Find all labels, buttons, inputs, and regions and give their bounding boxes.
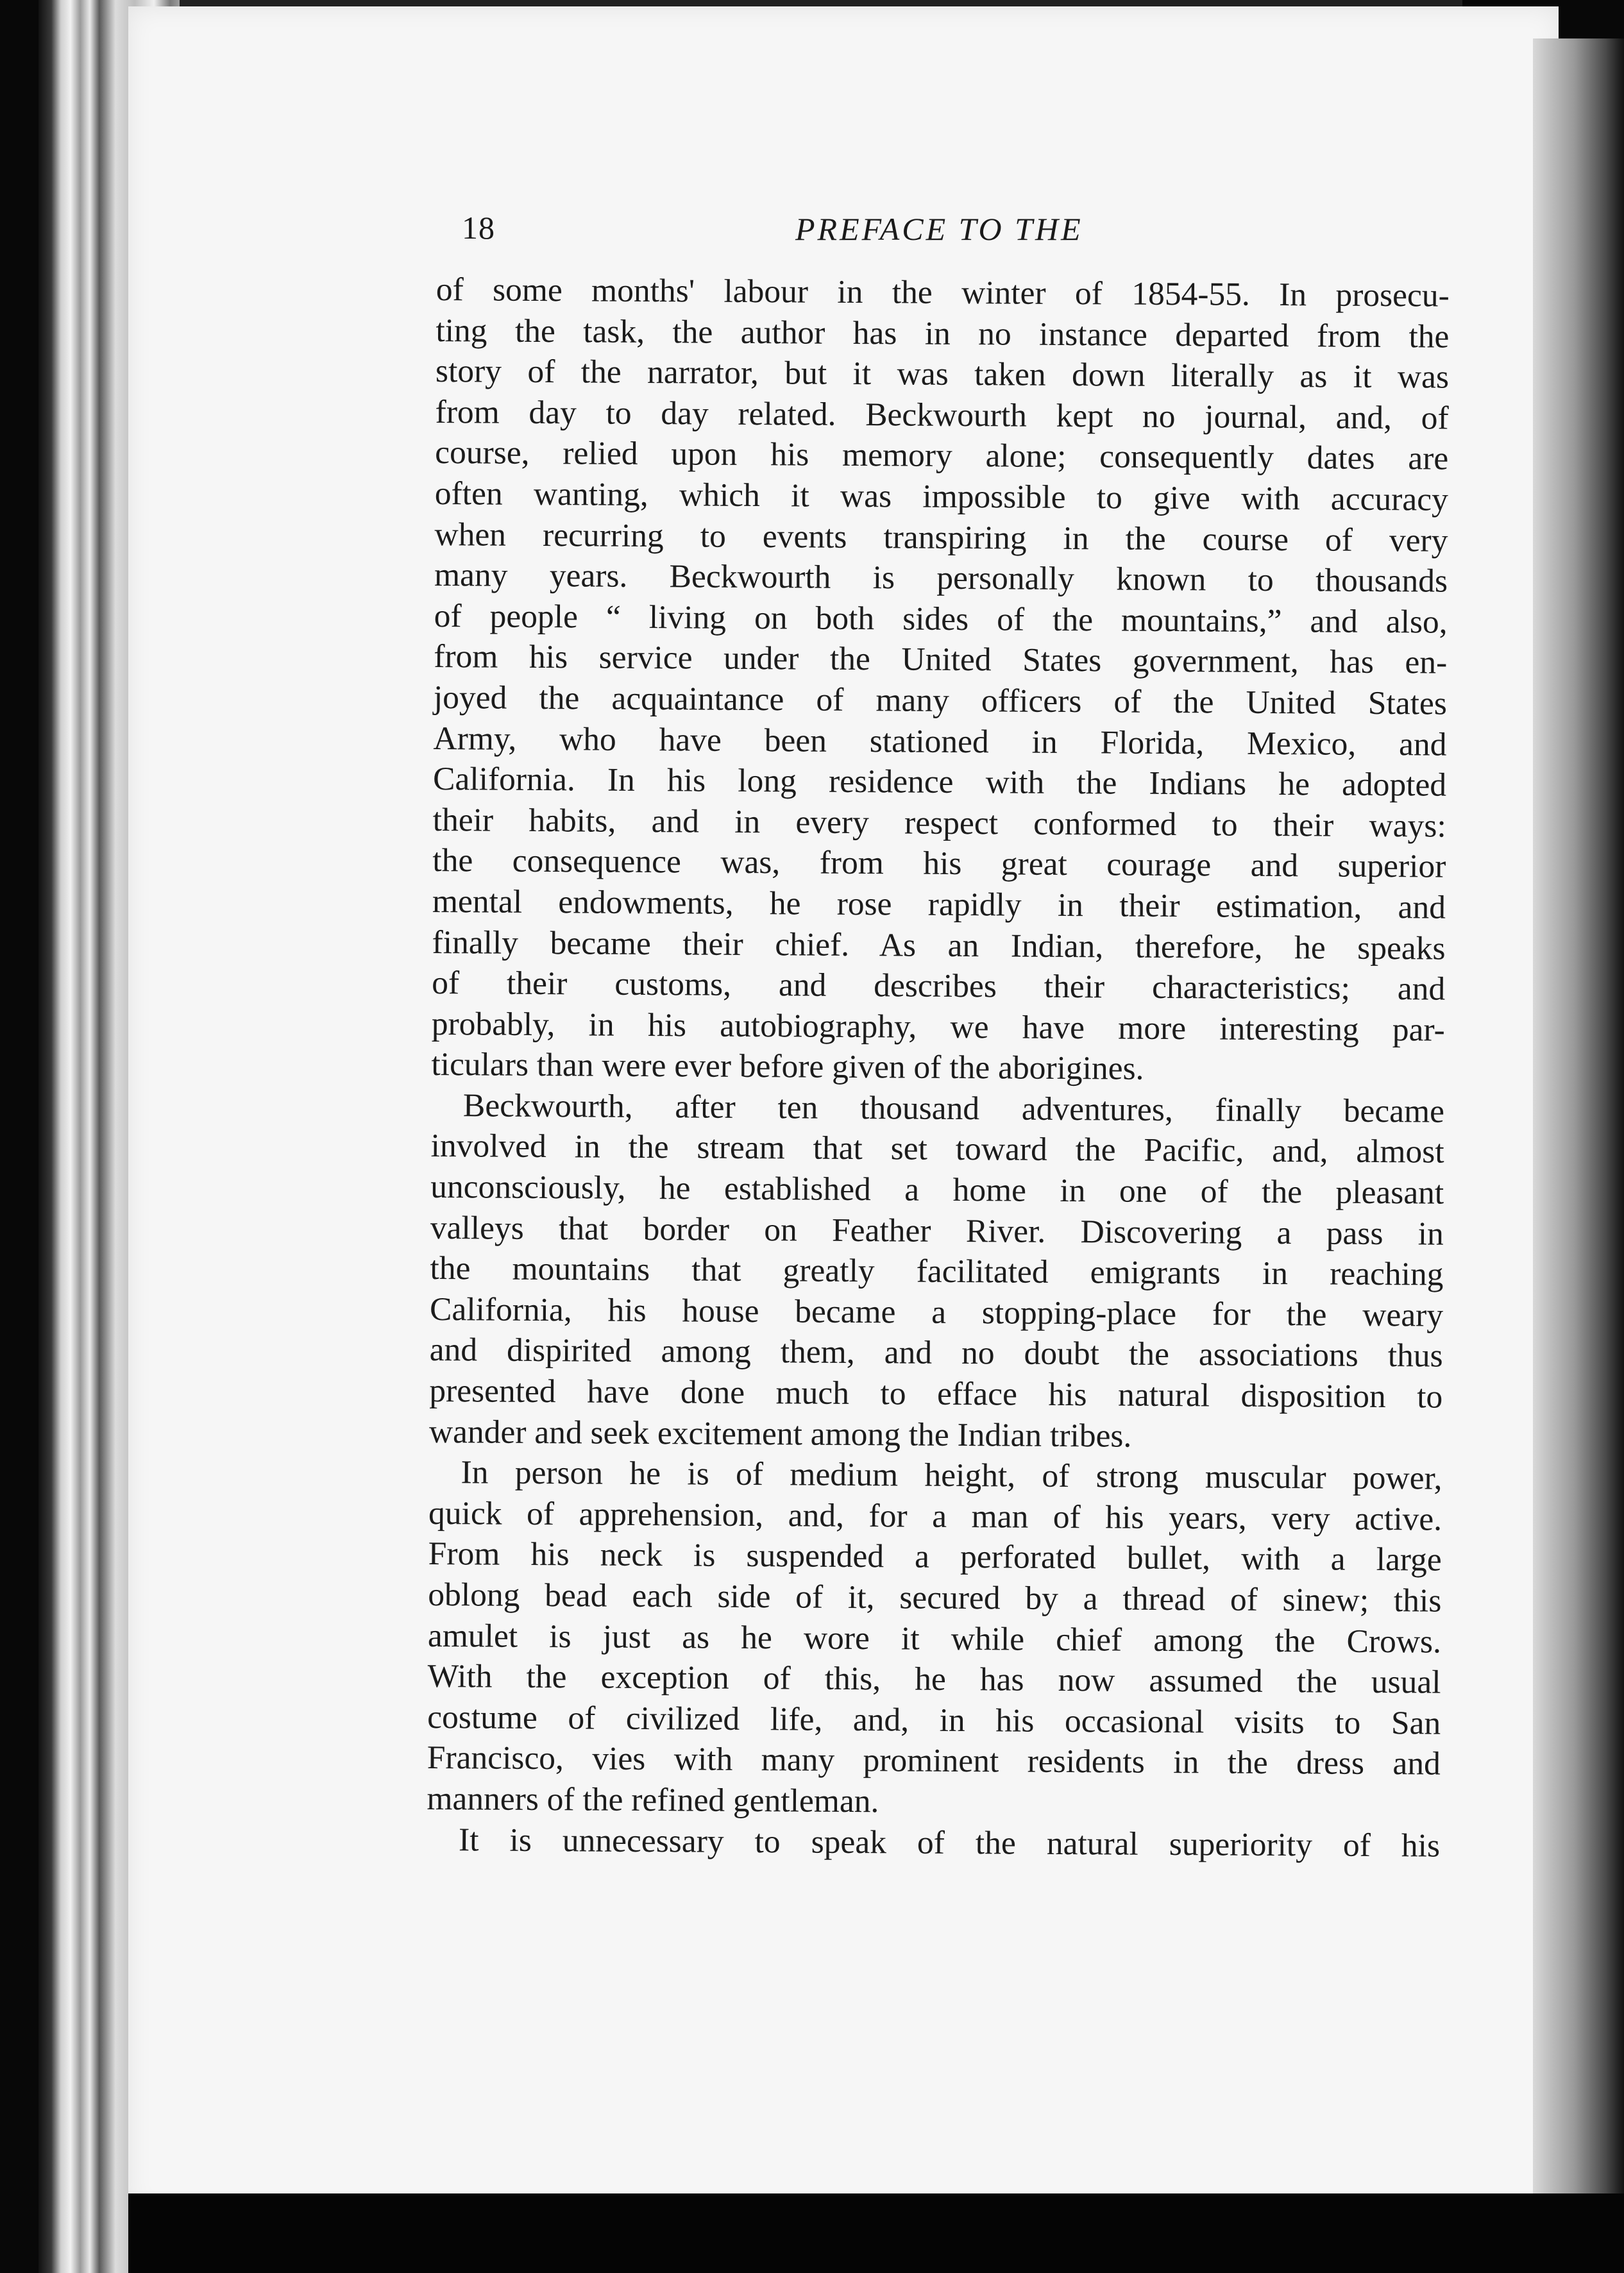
text-line: presented have done much to efface his natural disposition to — [429, 1372, 1443, 1415]
text-line: of people “ living on both sides of the mountains,” and also, — [434, 597, 1448, 641]
text-line: ting the task, the author has in no instance departed from the — [436, 312, 1450, 355]
page-gutter-shadow — [1533, 38, 1624, 2193]
text-line: the consequence was, from his great courage and superior — [432, 842, 1446, 885]
text-line: quick of apprehension, and, for a man of his years, very active. — [428, 1494, 1442, 1538]
text-line: when recurring to events transpiring in the course of very — [434, 516, 1448, 559]
text-line: manners of the refined gentleman. — [427, 1780, 879, 1820]
text-line: With the exception of this, he has now assumed the usual — [427, 1658, 1441, 1701]
text-line: often wanting, which it was impossible to give with accuracy — [434, 475, 1449, 518]
text-line: Francisco, vies with many prominent residents in the dress and — [427, 1739, 1441, 1782]
text-line: valleys that border on Feather River. Discovering a pass in — [430, 1209, 1444, 1253]
text-line: oblong bead each side of it, secured by a thread of sinew; this — [428, 1576, 1442, 1619]
text-line: Army, who have been stationed in Florida, Mexico, and — [433, 720, 1447, 763]
text-line: It is unnecessary to speak of the natural superiority of his — [458, 1821, 1441, 1864]
text-line: from his service under the United States government, has en- — [434, 638, 1448, 681]
text-line: California, his house became a stopping-place for the weary — [429, 1290, 1444, 1334]
text-line: joyed the acquaintance of many officers of the United States — [433, 679, 1448, 722]
text-line: mental endowments, he rose rapidly in their estimation, and — [432, 883, 1446, 926]
text-line: From his neck is suspended a perforated bullet, with a large — [428, 1535, 1442, 1579]
text-line: ticulars than were ever before given of the aborigines. — [431, 1046, 1144, 1088]
text-line: many years. Beckwourth is personally known to thousands — [434, 557, 1448, 600]
text-line: story of the narrator, but it was taken down literally as it was — [435, 353, 1450, 396]
text-line: from day to day related. Beckwourth kept no journal, and, of — [435, 393, 1449, 437]
text-line: California. In his long residence with the Indians he adopted — [432, 761, 1447, 804]
text-line: the mountains that greatly facilitated emigrants in reaching — [430, 1250, 1444, 1293]
text-line: and dispirited among them, and no doubt the associations thus — [429, 1331, 1443, 1375]
text-line: involved in the stream that set toward the Pacific, and, almost — [430, 1128, 1444, 1171]
text-line: amulet is just as he wore it while chief among the Crows. — [427, 1617, 1442, 1660]
text-line: of some months' labour in the winter of 1854-55. In prosecu- — [436, 271, 1450, 314]
text-line: unconsciously, he established a home in one of the pleasant — [430, 1169, 1444, 1212]
text-line: costume of civilized life, and, in his occasional visits to San — [427, 1698, 1441, 1742]
text-line: Beckwourth, after ten thousand adventures, finally became — [462, 1087, 1445, 1130]
text-line: finally became their chief. As an Indian, therefore, he speaks — [432, 924, 1446, 967]
text-line: probably, in his autobiography, we have more interesting par- — [431, 1005, 1445, 1049]
text-line: wander and seek excitement among the Indian tribes. — [428, 1413, 1132, 1455]
page-header — [462, 205, 1462, 263]
text-line: of their customs, and describes their characteristics; and — [432, 965, 1446, 1008]
text-line: their habits, and in every respect conformed to their ways: — [432, 801, 1446, 845]
page-number: 18 — [462, 210, 495, 246]
bottom-dark-margin — [128, 2193, 1624, 2273]
running-head: PREFACE TO THE — [795, 211, 1083, 247]
text-line: In person he is of medium height, of strong muscular power, — [461, 1454, 1442, 1497]
body-text — [427, 269, 1450, 1866]
text-line: course, relied upon his memory alone; consequently dates are — [435, 434, 1449, 478]
